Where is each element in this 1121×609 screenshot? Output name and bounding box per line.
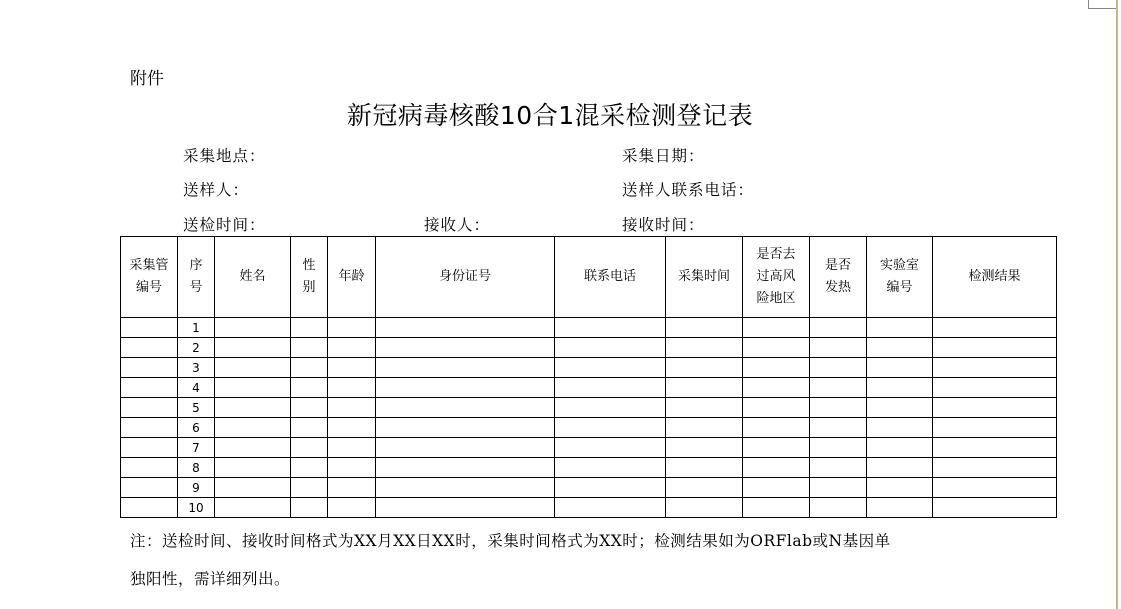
blank-cell[interactable] — [376, 438, 555, 458]
blank-cell[interactable] — [291, 338, 328, 358]
blank-cell[interactable] — [291, 378, 328, 398]
blank-cell[interactable] — [121, 398, 178, 418]
blank-cell[interactable] — [666, 338, 743, 358]
blank-cell[interactable] — [291, 318, 328, 338]
blank-cell[interactable] — [810, 458, 867, 478]
column-header-line: 实验室 — [879, 258, 919, 273]
blank-cell[interactable] — [376, 478, 555, 498]
column-header — [555, 237, 666, 318]
table-row — [121, 498, 1057, 518]
blank-cell[interactable] — [555, 318, 666, 338]
column-header — [328, 237, 376, 318]
blank-cell[interactable] — [376, 358, 555, 378]
blank-cell[interactable] — [810, 498, 867, 518]
blank-cell[interactable] — [328, 438, 376, 458]
column-header-line: 是否去 — [756, 247, 796, 262]
blank-cell[interactable] — [867, 438, 933, 458]
blank-cell[interactable] — [328, 378, 376, 398]
column-header — [666, 237, 743, 318]
column-header — [121, 237, 178, 318]
blank-cell[interactable] — [933, 378, 1057, 398]
column-header-line: 发热 — [824, 280, 851, 295]
column-header-line: 险地区 — [756, 291, 796, 306]
blank-cell[interactable] — [867, 498, 933, 518]
blank-cell[interactable] — [743, 478, 810, 498]
field-receiver: 接收人： — [424, 216, 491, 234]
blank-cell[interactable] — [933, 318, 1057, 338]
blank-cell[interactable] — [555, 438, 666, 458]
blank-cell[interactable] — [933, 438, 1057, 458]
blank-cell[interactable] — [376, 378, 555, 398]
blank-cell[interactable] — [215, 398, 291, 418]
blank-cell[interactable] — [291, 418, 328, 438]
blank-cell[interactable] — [933, 458, 1057, 478]
column-header-line: 编号 — [135, 280, 162, 295]
blank-cell[interactable] — [555, 378, 666, 398]
crop-mark-horizontal — [1088, 8, 1116, 9]
page-edge — [1116, 0, 1118, 609]
blank-cell[interactable] — [743, 398, 810, 418]
blank-cell[interactable] — [215, 418, 291, 438]
row-number-cell: 7 — [178, 438, 215, 458]
blank-cell[interactable] — [666, 418, 743, 438]
column-header-line: 身份证号 — [438, 269, 491, 284]
document-title: 新冠病毒核酸10合1混采检测登记表 — [346, 101, 754, 130]
column-header — [291, 237, 328, 318]
blank-cell[interactable] — [867, 398, 933, 418]
table-row — [121, 478, 1057, 498]
column-header-line: 序 — [189, 258, 203, 273]
blank-cell[interactable] — [810, 478, 867, 498]
column-header-line: 姓名 — [239, 269, 266, 284]
blank-cell[interactable] — [933, 418, 1057, 438]
blank-cell[interactable] — [810, 378, 867, 398]
blank-cell[interactable] — [555, 458, 666, 478]
column-header-line: 编号 — [886, 280, 913, 295]
blank-cell[interactable] — [743, 418, 810, 438]
blank-cell[interactable] — [328, 478, 376, 498]
blank-cell[interactable] — [743, 458, 810, 478]
table-row — [121, 378, 1057, 398]
blank-cell[interactable] — [121, 318, 178, 338]
note-line-1: 注：送检时间、接收时间格式为XX月XX日XX时，采集时间格式为XX时；检测结果如为ORFlab或N基因单 — [130, 532, 891, 550]
blank-cell[interactable] — [328, 338, 376, 358]
blank-cell[interactable] — [291, 458, 328, 478]
blank-cell[interactable] — [666, 358, 743, 378]
blank-cell[interactable] — [291, 438, 328, 458]
blank-cell[interactable] — [121, 338, 178, 358]
column-header-line: 性 — [302, 258, 316, 273]
blank-cell[interactable] — [291, 498, 328, 518]
blank-cell[interactable] — [121, 378, 178, 398]
blank-cell[interactable] — [810, 358, 867, 378]
field-sender: 送样人： — [183, 181, 250, 199]
blank-cell[interactable] — [121, 418, 178, 438]
blank-cell[interactable] — [810, 418, 867, 438]
blank-cell[interactable] — [121, 458, 178, 478]
blank-cell[interactable] — [810, 318, 867, 338]
table-header-row — [121, 237, 1057, 318]
blank-cell[interactable] — [376, 318, 555, 338]
blank-cell[interactable] — [666, 498, 743, 518]
row-number-cell: 3 — [178, 358, 215, 378]
column-header-line: 过高风 — [756, 269, 796, 284]
blank-cell[interactable] — [810, 398, 867, 418]
table-row — [121, 398, 1057, 418]
blank-cell[interactable] — [555, 498, 666, 518]
blank-cell[interactable] — [215, 438, 291, 458]
blank-cell[interactable] — [376, 418, 555, 438]
note-line-2: 独阳性，需详细列出。 — [130, 570, 291, 588]
row-number-cell: 1 — [178, 318, 215, 338]
column-header-line: 联系电话 — [583, 269, 636, 284]
blank-cell[interactable] — [867, 418, 933, 438]
blank-cell[interactable] — [121, 438, 178, 458]
blank-cell[interactable] — [215, 378, 291, 398]
blank-cell[interactable] — [328, 358, 376, 378]
column-header — [867, 237, 933, 318]
blank-cell[interactable] — [328, 418, 376, 438]
column-header — [178, 237, 215, 318]
row-number-cell: 6 — [178, 418, 215, 438]
blank-cell[interactable] — [743, 318, 810, 338]
field-collection-date: 采集日期： — [622, 147, 705, 165]
table-row — [121, 338, 1057, 358]
blank-cell[interactable] — [933, 478, 1057, 498]
table-row — [121, 438, 1057, 458]
field-collection-site: 采集地点： — [183, 147, 266, 165]
blank-cell[interactable] — [376, 398, 555, 418]
blank-cell[interactable] — [743, 358, 810, 378]
blank-cell[interactable] — [215, 498, 291, 518]
table-row — [121, 358, 1057, 378]
blank-cell[interactable] — [215, 458, 291, 478]
field-submit-time: 送检时间： — [183, 216, 266, 234]
table-row — [121, 418, 1057, 438]
blank-cell[interactable] — [121, 358, 178, 378]
row-number-cell: 4 — [178, 378, 215, 398]
blank-cell[interactable] — [743, 338, 810, 358]
blank-cell[interactable] — [743, 438, 810, 458]
registration-table — [120, 236, 1057, 518]
table-body — [121, 318, 1057, 518]
blank-cell[interactable] — [291, 478, 328, 498]
column-header-line: 年龄 — [338, 269, 365, 284]
blank-cell[interactable] — [933, 358, 1057, 378]
column-header-line: 采集管 — [129, 258, 169, 273]
blank-cell[interactable] — [376, 498, 555, 518]
blank-cell[interactable] — [376, 458, 555, 478]
row-number-cell: 2 — [178, 338, 215, 358]
blank-cell[interactable] — [328, 498, 376, 518]
column-header — [215, 237, 291, 318]
blank-cell[interactable] — [666, 378, 743, 398]
column-header-line: 采集时间 — [677, 269, 730, 284]
blank-cell[interactable] — [867, 318, 933, 338]
attachment-label: 附件 — [130, 69, 164, 89]
blank-cell[interactable] — [328, 398, 376, 418]
blank-cell[interactable] — [666, 398, 743, 418]
blank-cell[interactable] — [933, 398, 1057, 418]
blank-cell[interactable] — [215, 338, 291, 358]
blank-cell[interactable] — [867, 378, 933, 398]
column-header-line: 是否 — [824, 258, 851, 273]
blank-cell[interactable] — [666, 458, 743, 478]
column-header — [933, 237, 1057, 318]
column-header — [810, 237, 867, 318]
blank-cell[interactable] — [743, 378, 810, 398]
blank-cell[interactable] — [867, 458, 933, 478]
blank-cell[interactable] — [215, 478, 291, 498]
blank-cell[interactable] — [810, 338, 867, 358]
column-header — [376, 237, 555, 318]
blank-cell[interactable] — [666, 318, 743, 338]
crop-mark-vertical — [1088, 0, 1089, 9]
blank-cell[interactable] — [867, 478, 933, 498]
blank-cell[interactable] — [328, 458, 376, 478]
blank-cell[interactable] — [867, 338, 933, 358]
blank-cell[interactable] — [743, 498, 810, 518]
blank-cell[interactable] — [215, 318, 291, 338]
blank-cell[interactable] — [121, 478, 178, 498]
blank-cell[interactable] — [933, 498, 1057, 518]
row-number-cell: 9 — [178, 478, 215, 498]
column-header-line: 别 — [302, 280, 316, 295]
blank-cell[interactable] — [666, 438, 743, 458]
table-row — [121, 458, 1057, 478]
table-row — [121, 318, 1057, 338]
field-receive-time: 接收时间： — [622, 216, 705, 234]
blank-cell[interactable] — [555, 398, 666, 418]
blank-cell[interactable] — [555, 338, 666, 358]
blank-cell[interactable] — [810, 438, 867, 458]
column-header-line: 号 — [189, 280, 203, 295]
blank-cell[interactable] — [933, 338, 1057, 358]
blank-cell[interactable] — [291, 358, 328, 378]
column-header — [743, 237, 810, 318]
blank-cell[interactable] — [291, 398, 328, 418]
blank-cell[interactable] — [555, 418, 666, 438]
row-number-cell: 8 — [178, 458, 215, 478]
blank-cell[interactable] — [376, 338, 555, 358]
blank-cell[interactable] — [666, 478, 743, 498]
row-number-cell: 5 — [178, 398, 215, 418]
blank-cell[interactable] — [867, 358, 933, 378]
field-sender-phone: 送样人联系电话： — [622, 181, 755, 199]
blank-cell[interactable] — [215, 358, 291, 378]
column-header-line: 检测结果 — [968, 269, 1021, 284]
blank-cell[interactable] — [121, 498, 178, 518]
blank-cell[interactable] — [555, 478, 666, 498]
blank-cell[interactable] — [328, 318, 376, 338]
blank-cell[interactable] — [555, 358, 666, 378]
row-number-cell: 10 — [178, 498, 215, 518]
